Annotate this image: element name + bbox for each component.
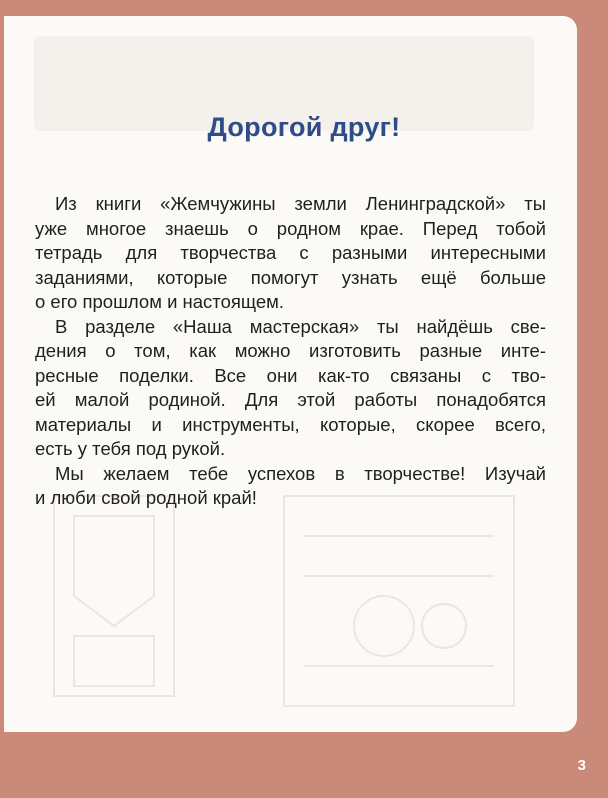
text-line: о его прошлом и настоящем. xyxy=(35,291,285,312)
text-line: есть у тебя под рукой. xyxy=(35,438,226,459)
intro-text xyxy=(35,192,546,511)
paragraph-1 xyxy=(35,192,546,315)
text-line: материалы и инструменты, которые, скорее всего, xyxy=(35,413,546,435)
text-line: В разделе «Наша мастерская» ты найдёшь све- xyxy=(55,315,546,337)
text-line: ресные поделки. Все они как-то связаны с тво- xyxy=(35,364,546,386)
text-line: Мы желаем тебе успехов в творчестве! Изучай xyxy=(55,462,546,484)
text-line: дения о том, как можно изготовить разные инте- xyxy=(35,340,546,361)
page-number-tab xyxy=(538,738,608,798)
paragraph-3 xyxy=(35,462,546,511)
text-line: и люби свой родной край! xyxy=(35,487,257,508)
text-line: ей малой родиной. Для этой работы понадобятся xyxy=(35,389,546,410)
text-line: заданиями, которые помогут узнать ещё больше xyxy=(35,266,546,288)
text-line: Из книги «Жемчужины земли Ленинградской» ты xyxy=(55,193,546,214)
faint-coloring-illustration xyxy=(34,476,534,726)
paragraph-2 xyxy=(35,315,546,462)
text-line: уже многое знаешь о родном крае. Перед тобой xyxy=(35,217,546,239)
text-line: тетрадь для творчества с разными интересными xyxy=(35,242,546,263)
page-title: Дорогой друг! xyxy=(207,112,401,142)
page-number: 3 xyxy=(577,757,586,774)
